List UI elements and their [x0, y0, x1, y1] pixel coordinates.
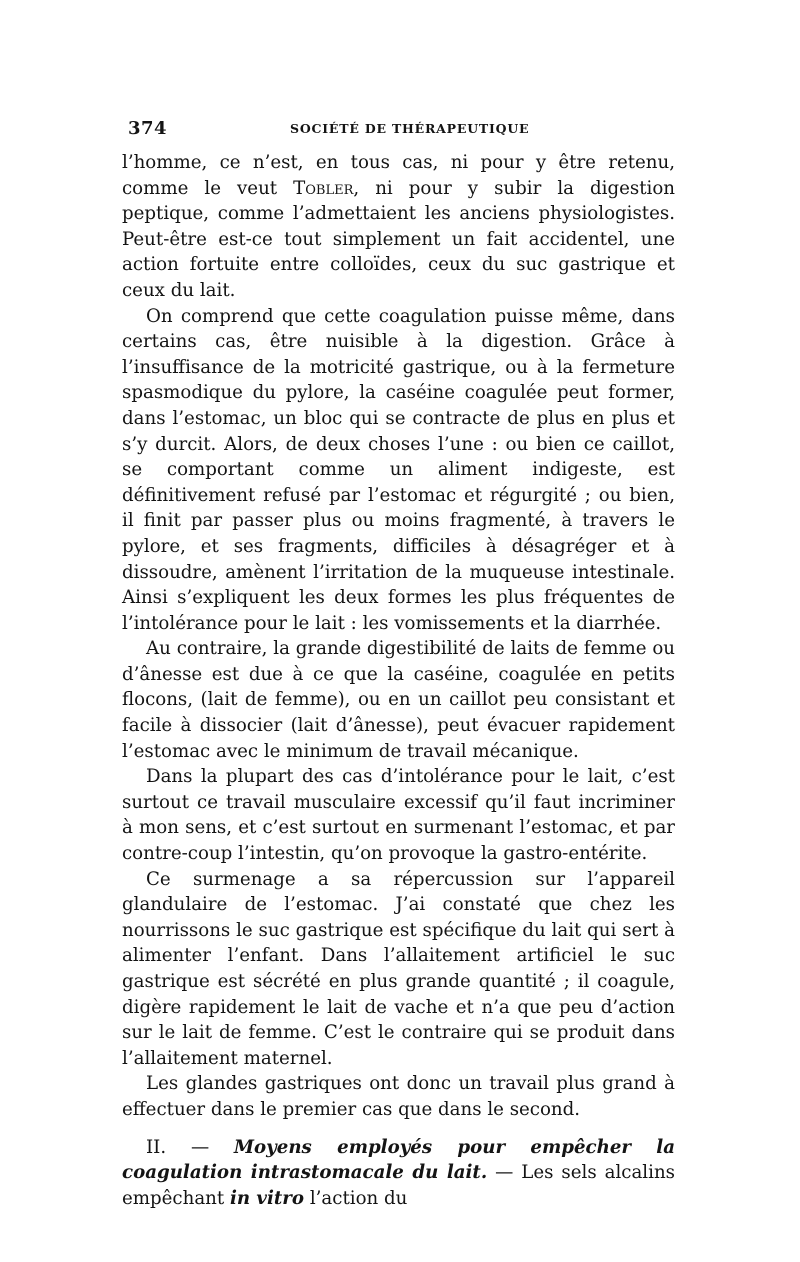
section-text-end: l’action du: [304, 1187, 408, 1209]
body-text: [122, 150, 675, 1211]
page-number: 374: [128, 118, 168, 139]
paragraph-3: Au contraire, la grande digestibilité de laits de femme ou d’ânesse est due à ce que la caséine, coagulée en petits flocons, (lait de femme), ou en un caillot peu consistant et facile à dissocier (lait d’ânesse), peut évacuer rapidement l’estomac avec le minimum de travail mécanique.: [122, 638, 675, 762]
paragraph-6: Les glandes gastriques ont donc un travail plus grand à effectuer dans le premier cas que dans le second.: [122, 1073, 675, 1120]
page-header: [128, 118, 674, 142]
in-vitro-term: in vitro: [229, 1187, 305, 1209]
section-text-a: — Les sels alcalins empêchant: [122, 1162, 675, 1209]
paragraph-1: [122, 150, 675, 304]
running-title: SOCIÉTÉ DE THÉRAPEUTIQUE: [290, 121, 530, 136]
paragraph-1-text-a: l’homme, ce n’est, en tous cas, ni pour y être retenu, comme le veut: [122, 152, 675, 199]
paragraph-4: Dans la plupart des cas d’intolérance pour le lait, c’est surtout ce travail musculaire excessif qu’il faut incriminer à mon sens, et c’est surtout en surmenant l’estomac, et par contre-coup l’intestin, qu’on provoque la gastro-entérite.: [122, 766, 675, 865]
section-ii-paragraph: [122, 1135, 675, 1212]
section-heading: Moyens employés pour empêcher la coagulation intrastomacale du lait.: [122, 1136, 675, 1184]
paragraph-5: Ce surmenage a sa répercussion sur l’appareil glandulaire de l’estomac. J’ai constaté que chez les nourrissons le suc gastrique est spécifique du lait qui sert à alimenter l’enfant. Dans l’allaitement artificiel le suc gastrique est sécrété en plus grande quantité ; il coagule, digère rapidement le lait de vache et n’a que peu d’action sur le lait de femme. C’est le contraire qui se produit dans l’allaitement maternel.: [122, 868, 675, 1069]
paragraph-1-text-b: , ni pour y subir la digestion peptique, comme l’admettaient les anciens physiologistes. Peut-être est-ce tout simplement un fait accidentel, une action fortuite entre colloïdes, ceux du suc gastrique et ceux du lait.: [122, 177, 675, 301]
author-name-tobler: Tobler: [293, 177, 354, 199]
section-number: II. —: [146, 1136, 234, 1158]
paragraph-2: On comprend que cette coagulation puisse même, dans certains cas, être nuisible à la digestion. Grâce à l’insuffisance de la motricité gastrique, ou à la fermeture spasmodique du pylore, la caséine coagulée peut former, dans l’estomac, un bloc qui se contracte de plus en plus et s’y durcit. Alors, de deux choses l’une : ou bien ce caillot, se comportant comme un aliment indigeste, est définitivement refusé par l’estomac et régurgité ; ou bien, il finit par passer plus ou moins fragmenté, à travers le pylore, et ses fragments, difficiles à désagréger et à dissoudre, amènent l’irritation de la muqueuse intestinale. Ainsi s’expliquent les deux formes les plus fréquentes de l’intolérance pour le lait : les vomissements et la diarrhée.: [122, 305, 675, 634]
